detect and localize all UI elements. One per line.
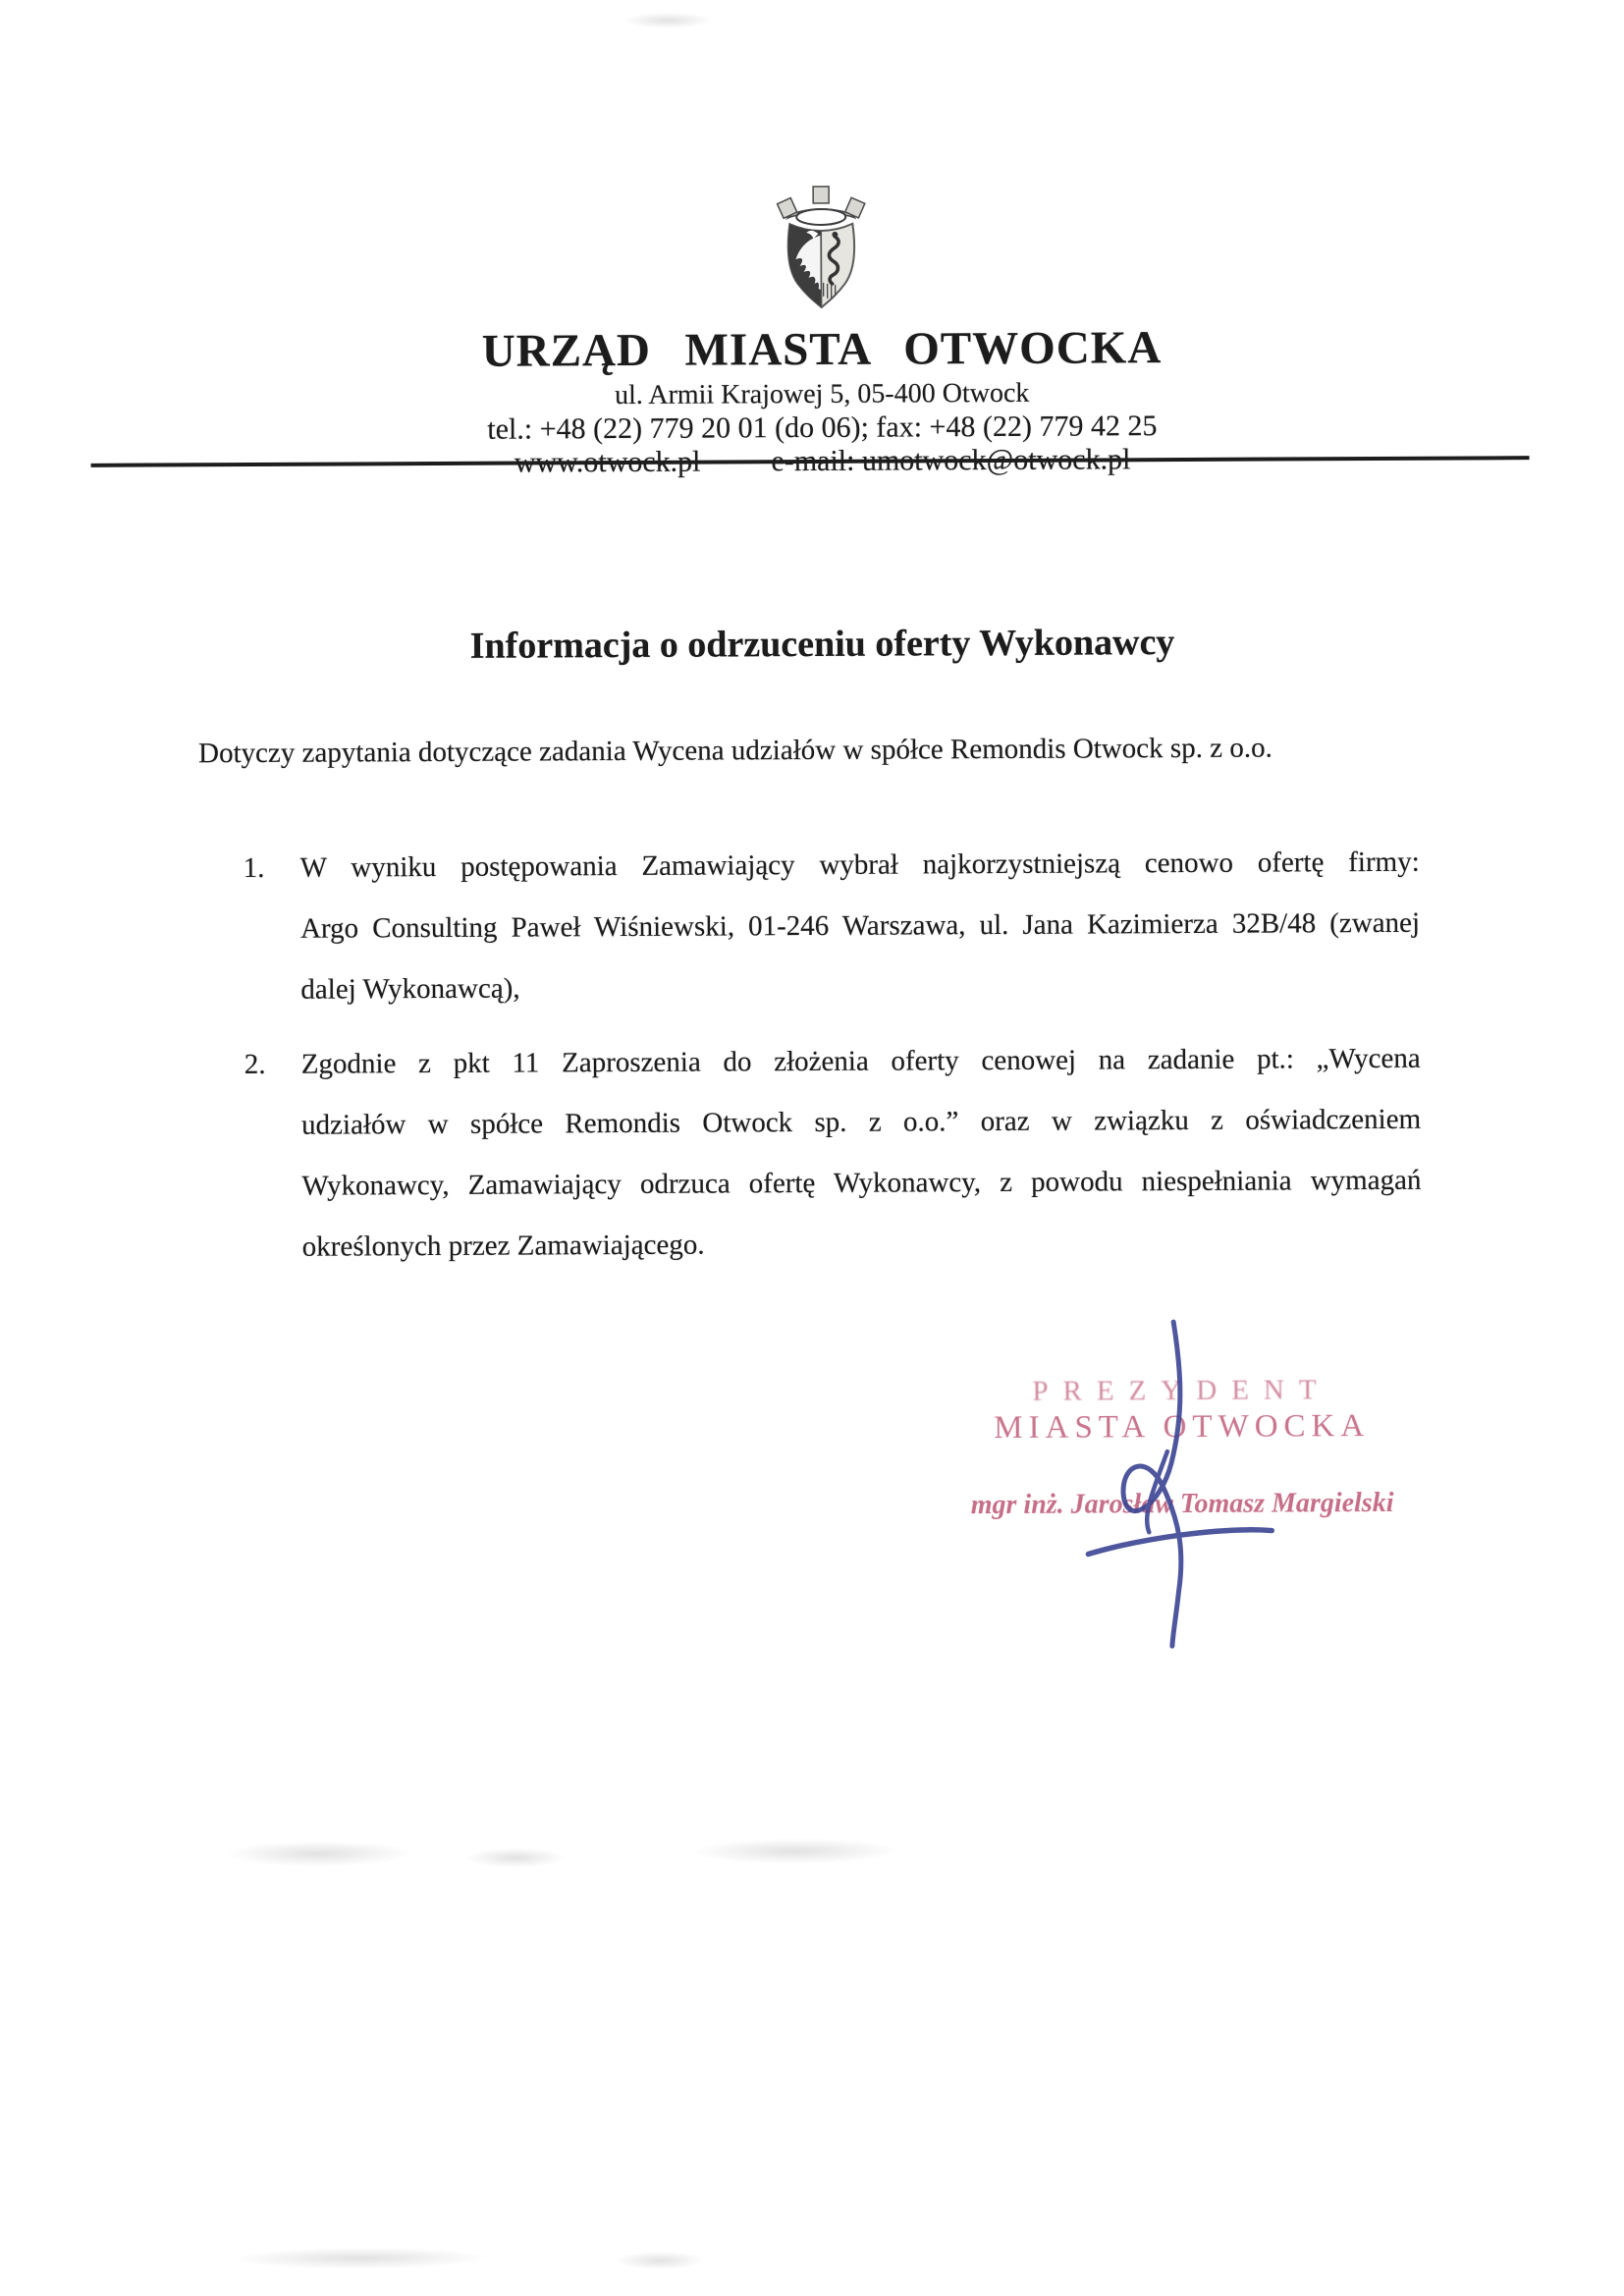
numbered-list	[244, 832, 1424, 1278]
item-text	[300, 832, 1421, 1020]
signer-name: mgr inż. Jarosław Tomasz Margielski	[970, 1487, 1394, 1521]
address-line: ul. Armii Krajowej 5, 05-400 Otwock	[614, 377, 1030, 411]
body-line: Wykonawcy, Zamawiający odrzuca ofertę Wykonawcy, z powodu niespełniania wymagań	[301, 1164, 1422, 1202]
body-line: Argo Consulting Paweł Wiśniewski, 01-246 Warszawa, ul. Jana Kazimierza 32B/48 (zwanej	[299, 906, 1421, 945]
scan-smudge	[616, 2252, 704, 2269]
item-number: 1.	[243, 851, 265, 885]
item-text	[301, 1028, 1422, 1278]
body-line: określonych przez Zamawiającego.	[301, 1229, 705, 1263]
org-name: URZĄD MIASTA OTWOCKA	[481, 322, 1163, 377]
document-title: Informacja o odrzuceniu oferty Wykonawcy	[469, 622, 1175, 667]
stamp-line-1: PREZYDENT	[1032, 1374, 1331, 1407]
scan-smudge	[466, 1847, 565, 1868]
phone-fax-line: tel.: +48 (22) 779 20 01 (do 06); fax: +48 (22) 779 42 25	[487, 410, 1158, 446]
body-line: udziałów w spółce Remondis Otwock sp. z o.o.” oraz w związku z oświadczeniem	[301, 1103, 1422, 1141]
handwritten-signature	[1072, 1303, 1290, 1658]
item-number: 2.	[244, 1048, 266, 1081]
stamp-line-2: MIASTA OTWOCKA	[994, 1408, 1371, 1447]
list-item-1	[244, 832, 1423, 1020]
scan-smudge	[233, 2247, 488, 2269]
scan-smudge	[692, 1838, 898, 1865]
intro-paragraph: Dotyczy zapytania dotyczące zadania Wycena udziałów w spółce Remondis Otwock sp. z o.o.	[198, 732, 1272, 770]
scan-smudge	[226, 1840, 412, 1867]
signature-strokes	[1087, 1322, 1272, 1647]
letterhead	[9, 181, 1624, 483]
body-line: Zgodnie z pkt 11 Zaproszenia do złożenia oferty cenowej na zadanie pt.: „Wycena	[300, 1042, 1421, 1080]
body-line: W wyniku postępowania Zamawiający wybrał najkorzystniejszą cenowo ofertę firmy:	[299, 846, 1420, 884]
scan-smudge	[623, 13, 712, 28]
body-line: dalej Wykonawcą),	[300, 972, 520, 1006]
list-item-2	[244, 1028, 1424, 1278]
otwock-coat-of-arms-icon	[774, 185, 869, 313]
